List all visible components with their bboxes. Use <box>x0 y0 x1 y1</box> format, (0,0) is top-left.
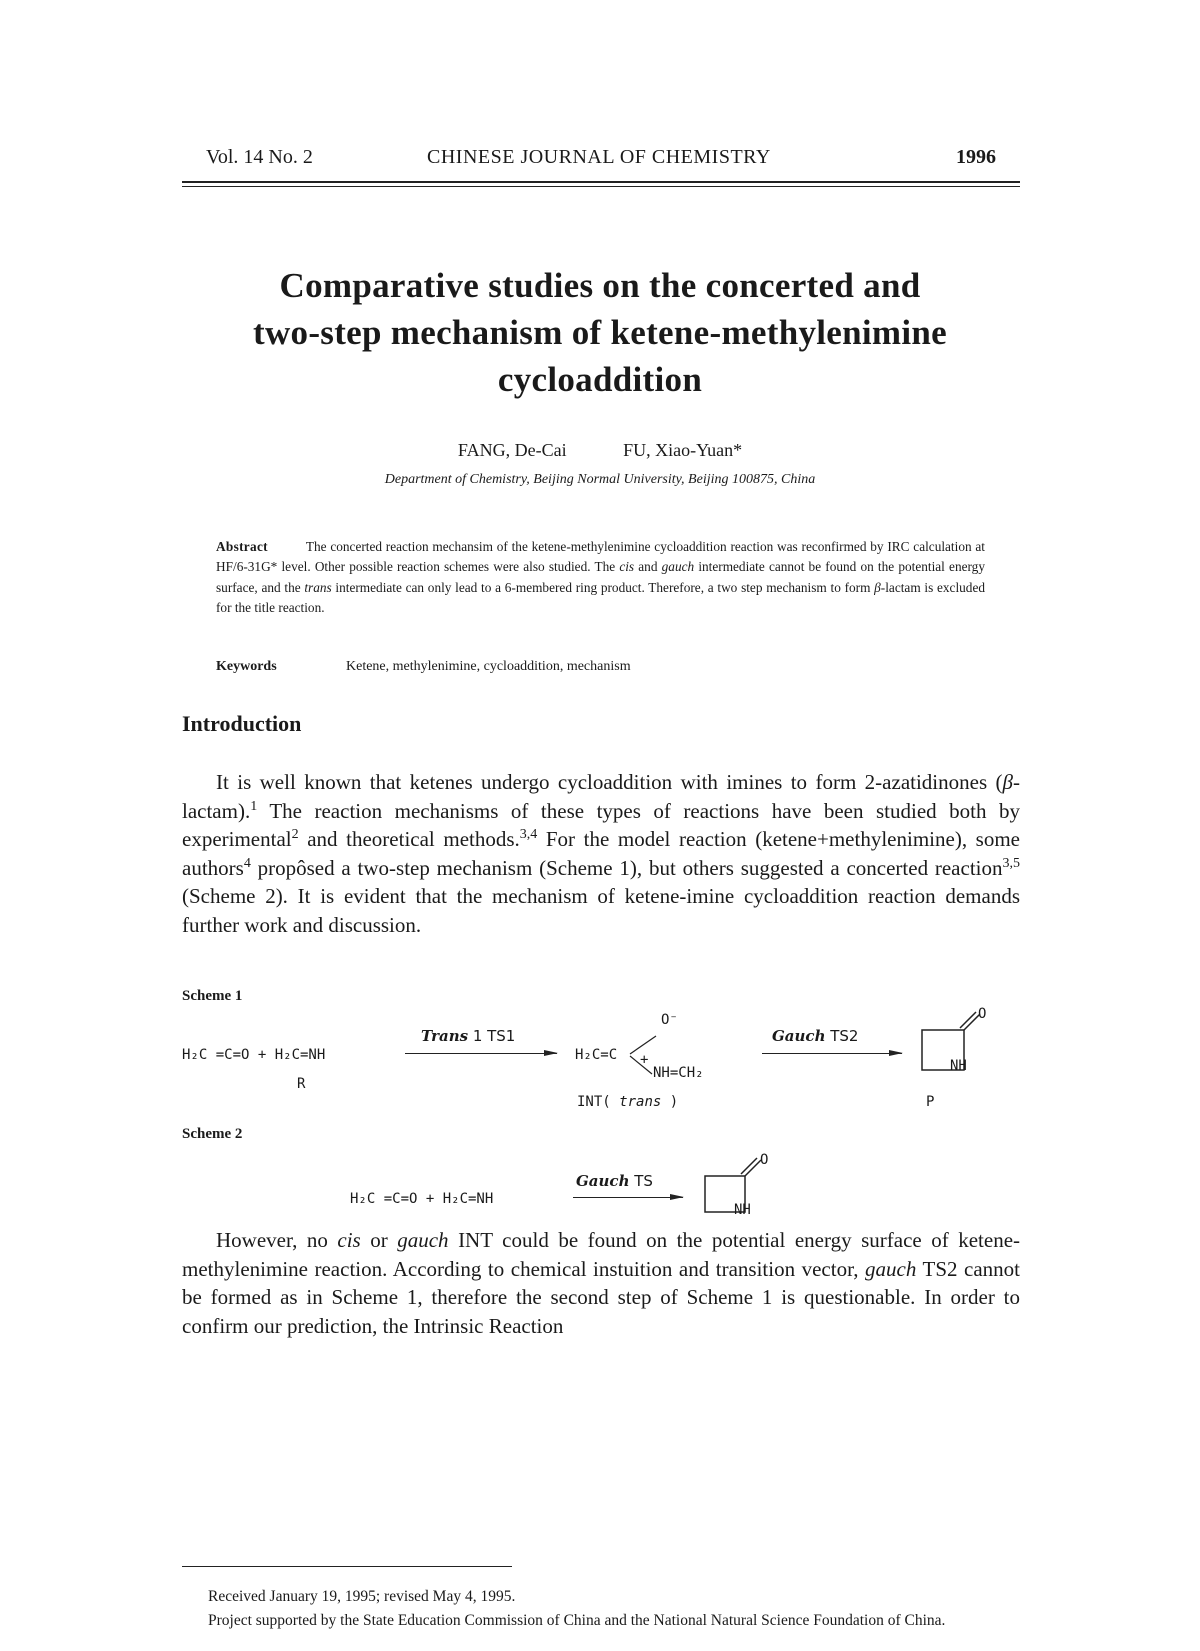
publication-year: 1996 <box>956 146 996 168</box>
footnote-text: Project supported by the State Education Commission of China and the National Natural Science Foundation of China. <box>208 1612 946 1629</box>
paragraph-text: or <box>360 1228 398 1252</box>
keywords <box>216 659 985 675</box>
scheme-1-arrow-1 <box>405 1053 557 1054</box>
author-1: FANG, De-Cai <box>457 440 567 460</box>
scheme-1-intermediate-label <box>577 1094 678 1110</box>
footnote-rule <box>182 1566 512 1567</box>
footnote-text: Received January 19, 1995; revised May 4, 1995. <box>208 1588 516 1605</box>
scheme-1-charge-plus: + <box>640 1052 649 1068</box>
scheme-1-label: Scheme 1 <box>182 988 243 1004</box>
paragraph-text: TS2 cannot be formed as in Scheme 1, therefore the second step of Scheme 1 is questionable. In order to confirm our prediction, the Intrinsic Reaction <box>182 1256 1020 1338</box>
int-label-italic: trans <box>619 1094 662 1110</box>
paragraph-text: INT could be found on the potential energy surface of ketene-methylenimine reaction. According to chemical instuition and transition vector, <box>182 1228 1021 1281</box>
arrow-italic: Gauch <box>576 1172 630 1190</box>
scheme-2-product-oxygen: O <box>760 1152 769 1168</box>
scheme-1-reactant-label: R <box>297 1076 306 1092</box>
abstract-trans: trans <box>304 579 332 595</box>
citation: 2 <box>291 827 299 842</box>
scheme-1-intermediate-core: H₂C=C <box>575 1047 618 1063</box>
abstract <box>216 537 985 618</box>
int-label-text: INT( <box>577 1094 620 1110</box>
scheme-1-reactants: H₂C =C=O + H₂C=NH <box>182 1047 326 1063</box>
citation: 4 <box>243 855 251 871</box>
abstract-gauch: gauch <box>661 559 695 575</box>
citation: 3,4 <box>519 827 538 842</box>
keywords-text: Ketene, methylenimine, cycloaddition, mechanism <box>346 659 631 674</box>
scheme-2-arrow <box>573 1197 683 1198</box>
abstract-text: and <box>634 559 662 575</box>
header-rule <box>182 181 1020 183</box>
paragraph-text: (Scheme 2). It is evident that the mechanism of ketene-imine cycloaddition reaction demands further work and discussion. <box>182 884 1020 937</box>
abstract-text: The concerted reaction mechansim of the ketene-methylenimine cycloaddition reaction was reconfirmed by IRC calculation at HF/6-31G* level. Other possible reaction schemes were also studied. The <box>216 539 985 575</box>
paragraph-text: It is well known that ketenes undergo cycloaddition with imines to form 2-azatidinones ( <box>216 770 1003 794</box>
title-line-1: Comparative studies on the concerted and <box>279 266 921 305</box>
scheme-2-arrow-label <box>576 1172 653 1190</box>
footnote-support <box>182 1610 1020 1632</box>
scheme-2-product-nh: NH <box>734 1202 751 1218</box>
beta-symbol: β <box>1002 770 1013 794</box>
abstract-beta: β <box>874 579 881 595</box>
section-heading-introduction: Introduction <box>182 711 302 736</box>
abstract-text: -lactam is excluded for the title reaction. <box>216 579 985 615</box>
arrow-italic: Gauch <box>772 1027 826 1045</box>
paragraph-text: and theoretical methods. <box>298 827 520 851</box>
abstract-text: intermediate cannot be found on the potential energy surface, and the <box>216 559 985 595</box>
scheme-1-arrow-2 <box>762 1053 902 1054</box>
italic-term: cis <box>337 1228 361 1252</box>
citation: 3,5 <box>1002 855 1020 871</box>
arrow-text: TS2 <box>825 1027 859 1045</box>
footnote-received <box>182 1586 1020 1608</box>
scheme-1-arrow-2-label <box>772 1027 858 1045</box>
arrow-italic: Trans <box>421 1027 469 1045</box>
title-line-2: two-step mechanism of ketene-methylenimine <box>252 313 947 352</box>
paragraph-text: The reaction mechanisms of these types of reactions have been studied both by experimental <box>182 798 1020 851</box>
abstract-cis: cis <box>619 559 635 575</box>
paragraph-text: However, no <box>216 1228 338 1252</box>
paragraph-text: -lactam). <box>182 770 1020 823</box>
citation: 1 <box>250 798 258 814</box>
paragraph-text: propôsed a two-step mechanism (Scheme 1), but others suggested a concerted reaction <box>250 855 1003 880</box>
scheme-1-iminium: NH=CH₂ <box>653 1065 704 1081</box>
scheme-1-arrow-1-label <box>421 1027 515 1045</box>
italic-term: gauch <box>397 1228 449 1252</box>
arrow-text: TS <box>629 1172 653 1190</box>
scheme-1-oxide: O⁻ <box>661 1012 678 1028</box>
running-header <box>182 146 1020 176</box>
affiliation: Department of Chemistry, Beijing Normal University, Beijing 100875, China <box>384 472 816 487</box>
paragraph-text: For the model reaction (ketene+methylenimine), some authors <box>182 827 1020 880</box>
paragraph-2 <box>182 1226 1020 1340</box>
scheme-1-product-nh: NH <box>950 1058 967 1074</box>
abstract-label: Abstract <box>216 539 268 554</box>
volume-number: Vol. 14 No. 2 <box>206 146 313 168</box>
title-line-3: cycloaddition <box>497 360 703 399</box>
scheme-1-product-label: P <box>926 1094 935 1110</box>
scheme-2-reactants: H₂C =C=O + H₂C=NH <box>350 1191 494 1207</box>
journal-name: CHINESE JOURNAL OF CHEMISTRY <box>427 146 771 168</box>
keywords-label: Keywords <box>216 659 277 674</box>
author-list <box>0 440 1200 461</box>
abstract-text: intermediate can only lead to a 6-membered ring product. Therefore, a two step mechanism to form <box>331 579 875 595</box>
scheme-1-product-oxygen: O <box>978 1006 987 1022</box>
int-label-text: ) <box>661 1094 679 1110</box>
paper-title <box>150 262 1050 403</box>
author-2: FU, Xiao-Yuan* <box>623 440 743 460</box>
arrow-text: 1 TS1 <box>468 1027 516 1045</box>
scheme-2-label: Scheme 2 <box>182 1126 243 1142</box>
header-rule-thin <box>182 186 1020 187</box>
italic-term: gauch <box>865 1256 917 1281</box>
paragraph-1 <box>182 768 1020 939</box>
